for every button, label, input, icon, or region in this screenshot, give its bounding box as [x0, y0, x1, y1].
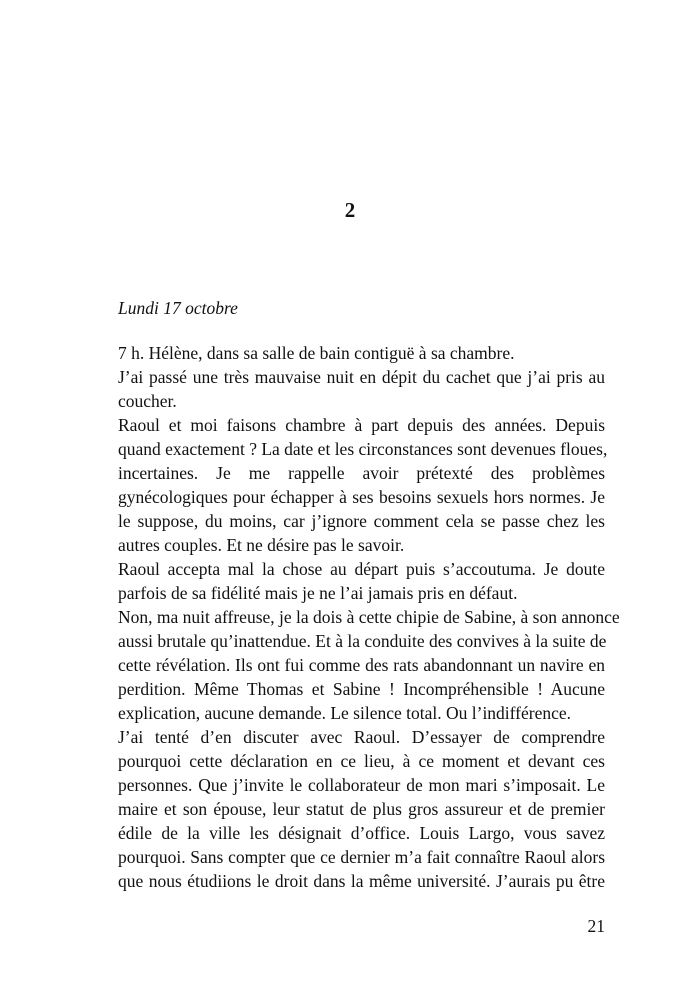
text-line: incertaines. Je me rappelle avoir prétexté des problèmes [118, 463, 605, 483]
text-line: gynécologiques pour échapper à ses besoins sexuels hors normes. Je [118, 487, 605, 507]
text-line: perdition. Même Thomas et Sabine ! Incompréhensible ! Aucune [118, 679, 605, 699]
text-line: coucher. [118, 391, 177, 411]
body-text [118, 341, 620, 893]
date-heading: Lundi 17 octobre [118, 298, 238, 318]
text-line: le suppose, du moins, car j’ignore comment cela se passe chez les [118, 511, 605, 531]
text-line: édile de la ville les désignait d’office. Louis Largo, vous savez [118, 823, 605, 843]
text-line: Non, ma nuit affreuse, je la dois à cette chipie de Sabine, à son annonce [118, 607, 620, 627]
text-line: personnes. Que j’invite le collaborateur de mon mari s’imposait. Le [118, 775, 605, 795]
text-line: pourquoi. Sans compter que ce dernier m’a fait connaître Raoul alors [118, 847, 605, 867]
text-line: Raoul accepta mal la chose au départ puis s’accoutuma. Je doute [118, 559, 605, 579]
text-line: cette révélation. Ils ont fui comme des rats abandonnant un navire en [118, 655, 605, 675]
text-line: que nous étudiions le droit dans la même université. J’aurais pu être [118, 871, 605, 891]
text-line: maire et son épouse, leur statut de plus gros assureur et de premier [118, 799, 605, 819]
text-line: J’ai tenté d’en discuter avec Raoul. D’essayer de comprendre [118, 727, 605, 747]
text-line: J’ai passé une très mauvaise nuit en dépit du cachet que j’ai pris au [118, 367, 605, 387]
text-line: quand exactement ? La date et les circonstances sont devenues floues, [118, 439, 608, 459]
text-line: explication, aucune demande. Le silence total. Ou l’indifférence. [118, 703, 572, 723]
text-line: pourquoi cette déclaration en ce lieu, à ce moment et devant ces [118, 751, 605, 771]
page-number: 21 [587, 916, 605, 936]
text-line: Raoul et moi faisons chambre à part depuis des années. Depuis [118, 415, 605, 435]
chapter-number: 2 [344, 198, 356, 222]
text-line: parfois de sa fidélité mais je ne l’ai jamais pris en défaut. [118, 583, 518, 603]
text-line: autres couples. Et ne désire pas le savoir. [118, 535, 405, 555]
text-line: aussi brutale qu’inattendue. Et à la conduite des convives à la suite de [118, 631, 607, 651]
text-line: 7 h. Hélène, dans sa salle de bain contiguë à sa chambre. [118, 343, 515, 363]
